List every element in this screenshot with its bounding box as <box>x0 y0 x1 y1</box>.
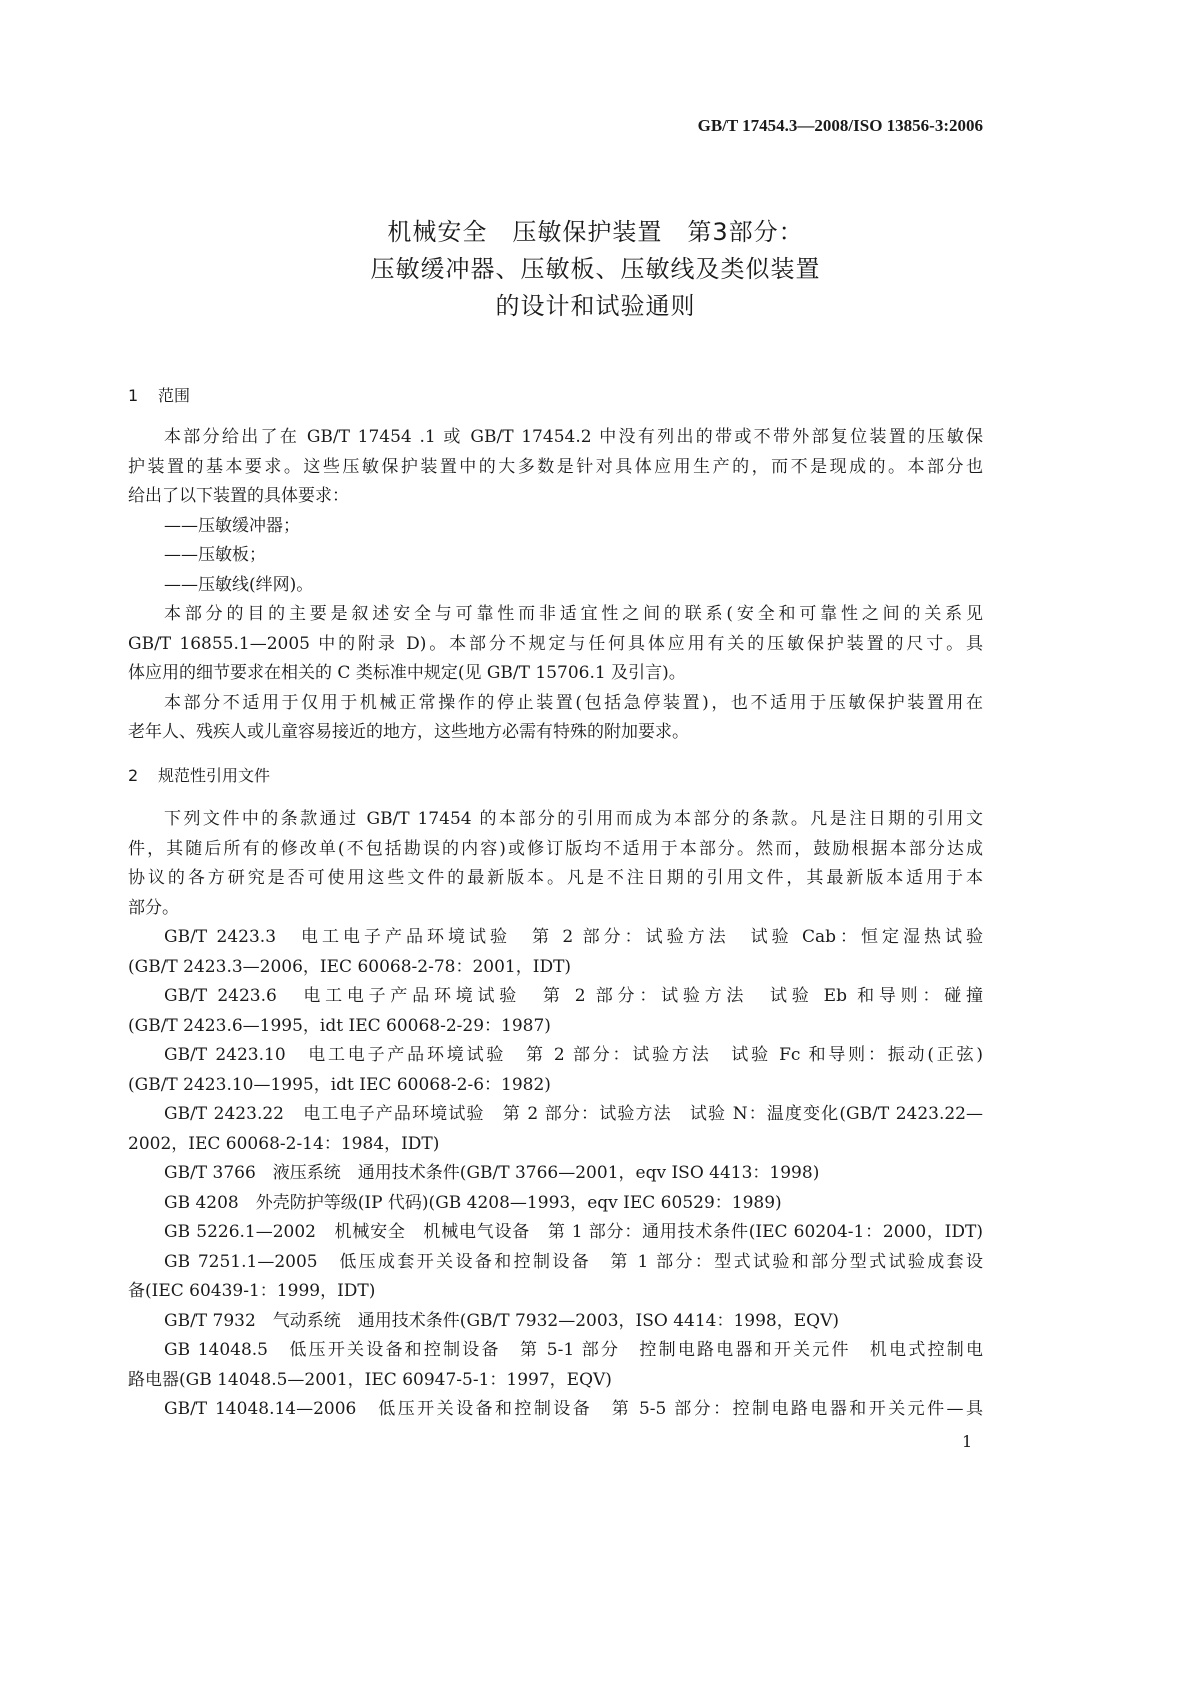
text-line: (GB/T 2423.6—1995，idt IEC 60068-2-29：1987) <box>128 1015 551 1036</box>
section-title: 范围 <box>158 386 191 405</box>
text-line: 路电器(GB 14048.5—2001，IEC 60947-5-1：1997，EQV) <box>128 1369 612 1390</box>
section-2-body <box>128 805 983 1425</box>
text-line: GB/T 3766 液压系统 通用技术条件(GB/T 3766—2001，eqv ISO 4413：1998) <box>164 1163 820 1183</box>
text-line: ——压敏缓冲器； <box>164 515 300 536</box>
text-line: GB 5226.1—2002 机械安全 机械电气设备 第 1 部分：通用技术条件(IEC 60204-1：2000，IDT) <box>164 1222 983 1242</box>
text-line: 本部分给出了在 GB/T 17454 .1 或 GB/T 17454.2 中没有列出的带或不带外部复位装置的压敏保 <box>164 427 983 447</box>
text-line: GB/T 14048.14—2006 低压开关设备和控制设备 第 5-5 部分：控制电路电器和开关元件—具 <box>164 1399 983 1419</box>
text-line: GB/T 7932 气动系统 通用技术条件(GB/T 7932—2003，ISO 4414：1998，EQV) <box>164 1310 839 1331</box>
section-number: 1 <box>128 386 139 405</box>
title-line: 的设计和试验通则 <box>495 292 696 320</box>
text-line: 老年人、残疾人或儿童容易接近的地方，这些地方必需有特殊的附加要求。 <box>128 722 689 742</box>
page-number: 1 <box>962 1432 973 1451</box>
text-line: GB/T 2423.3 电工电子产品环境试验 第 2 部分：试验方法 试验 Cab：恒定湿热试验 <box>164 927 983 947</box>
text-line: GB/T 2423.10 电工电子产品环境试验 第 2 部分：试验方法 试验 Fc 和导则：振动(正弦) <box>164 1045 983 1065</box>
section-1-heading <box>128 386 190 406</box>
title-line: 压敏缓冲器、压敏板、压敏线及类似装置 <box>370 255 821 283</box>
text-line: ——压敏线(绊网)。 <box>164 574 314 595</box>
document-header-code: GB/T 17454.3—2008/ISO 13856-3:2006 <box>697 116 983 135</box>
section-title: 规范性引用文件 <box>158 766 271 785</box>
text-line: (GB/T 2423.10—1995，idt IEC 60068-2-6：1982) <box>128 1074 551 1095</box>
text-line: 护装置的基本要求。这些压敏保护装置中的大多数是针对具体应用生产的，而不是现成的。本部分也 <box>128 456 983 477</box>
text-line: 部分。 <box>128 897 179 918</box>
text-line: 体应用的细节要求在相关的 C 类标准中规定(见 GB/T 15706.1 及引言)。 <box>128 663 686 683</box>
text-line: (GB/T 2423.3—2006，IEC 60068-2-78：2001，IDT) <box>128 956 572 977</box>
text-line: GB 7251.1—2005 低压成套开关设备和控制设备 第 1 部分：型式试验和部分型式试验成套设 <box>164 1251 983 1272</box>
section-number: 2 <box>128 766 139 785</box>
section-1-body <box>128 423 983 748</box>
title-line: 机械安全 压敏保护装置 第3部分： <box>387 218 804 246</box>
text-line: GB/T 2423.22 电工电子产品环境试验 第 2 部分：试验方法 试验 N：温度变化(GB/T 2423.22— <box>164 1104 983 1124</box>
text-line: 本部分不适用于仅用于机械正常操作的停止装置(包括急停装置)，也不适用于压敏保护装置用在 <box>164 692 983 713</box>
text-line: 2002，IEC 60068-2-14：1984，IDT) <box>128 1133 440 1154</box>
text-line: 给出了以下装置的具体要求： <box>128 486 349 506</box>
text-line: GB/T 2423.6 电工电子产品环境试验 第 2 部分：试验方法 试验 Eb 和导则：碰撞 <box>164 986 983 1006</box>
text-line: GB 4208 外壳防护等级(IP 代码)(GB 4208—1993，eqv IEC 60529：1989) <box>164 1192 782 1213</box>
document-title <box>0 214 1191 325</box>
text-line: ——压敏板； <box>164 545 266 565</box>
text-line: 备(IEC 60439-1：1999，IDT) <box>128 1281 376 1301</box>
text-line: 下列文件中的条款通过 GB/T 17454 的本部分的引用而成为本部分的条款。凡是注日期的引用文 <box>164 809 983 829</box>
text-line: 协议的各方研究是否可使用这些文件的最新版本。凡是不注日期的引用文件，其最新版本适用于本 <box>128 868 983 888</box>
text-line: 本部分的目的主要是叙述安全与可靠性而非适宜性之间的联系(安全和可靠性之间的关系见 <box>164 604 983 624</box>
text-line: GB 14048.5 低压开关设备和控制设备 第 5-1 部分 控制电路电器和开关元件 机电式控制电 <box>164 1340 983 1360</box>
section-2-heading <box>128 766 270 786</box>
text-line: GB/T 16855.1—2005 中的附录 D)。本部分不规定与任何具体应用有关的压敏保护装置的尺寸。具 <box>128 633 983 654</box>
text-line: 件，其随后所有的修改单(不包括勘误的内容)或修订版均不适用于本部分。然而，鼓励根据本部分达成 <box>128 838 983 859</box>
